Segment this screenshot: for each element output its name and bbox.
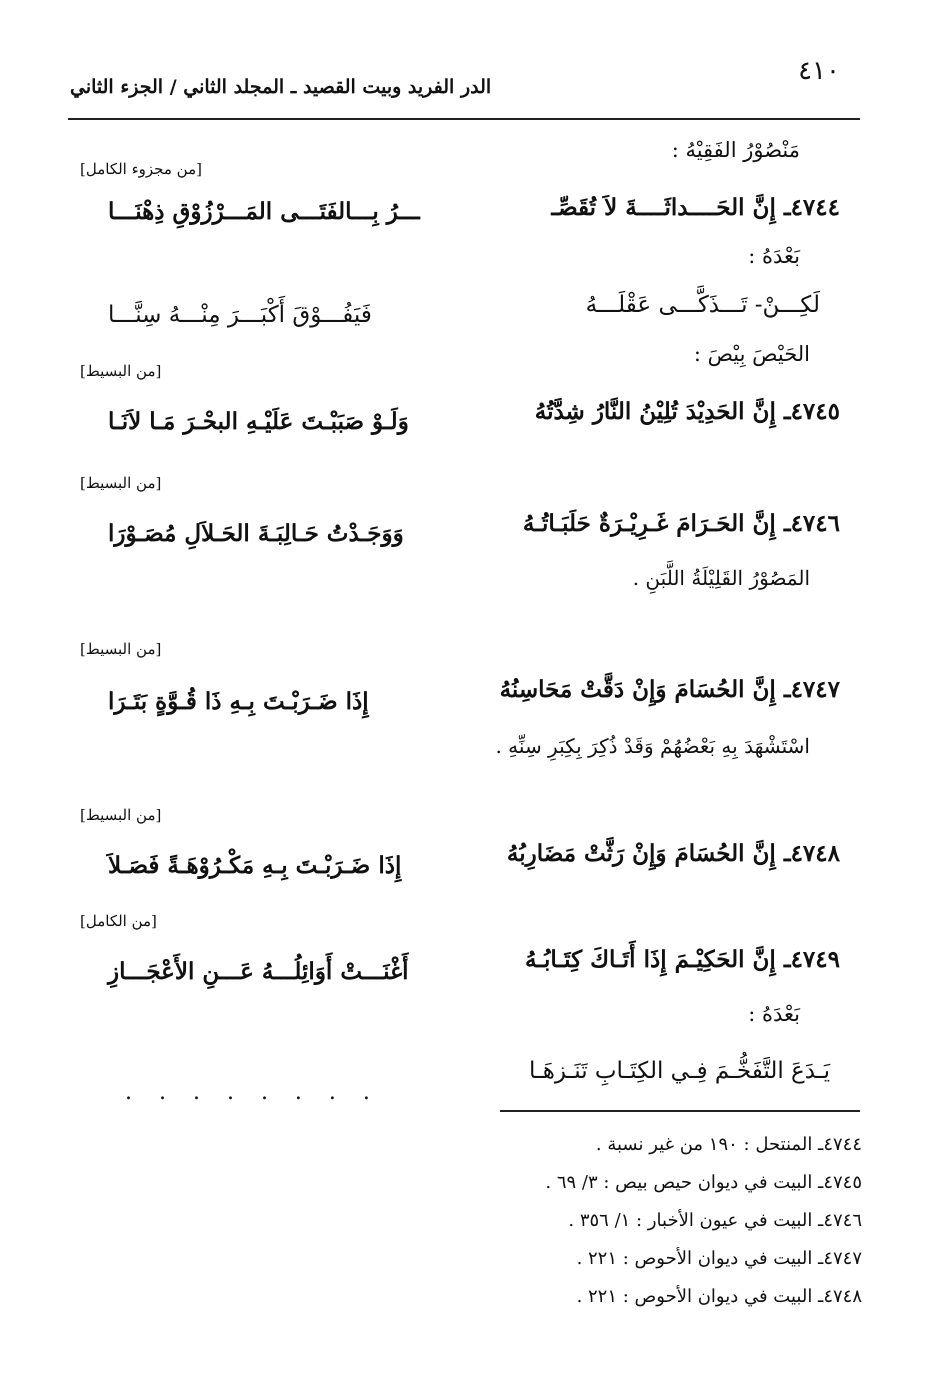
verse-second-hemistich: فَيَفُـــوْقَ أَكْبَـــرَ مِنْـــهُ سِنَّـــا [108, 302, 372, 328]
commentary-note: المَصُوْرُ القَلِيْلَةُ اللَّبَنِ . [632, 566, 810, 590]
header-rule [68, 118, 860, 120]
verse-first-hemistich: ٤٧٤٩ـ إِنَّ الحَكِيْـمَ إِذَا أَتَـاكَ كِتَـابُـهُ [524, 946, 840, 973]
verse-second-hemistich: وَلَـوْ صَبَبْـتَ عَلَيْـهِ البحْـرَ مَـا لاَنَـا [108, 408, 409, 435]
verse-first-hemistich: يَـدَعَ التَّفَخُّـمَ فِـي الكِتَـابِ تَنَـزهَـا [528, 1058, 830, 1084]
meter-label: [من البسيط] [80, 362, 162, 380]
verse-first-hemistich: ٤٧٤٦ـ إِنَّ الحَـرَامَ غَـرِيْـرَةٌ حَلَبَـاتُـهُ [522, 510, 840, 537]
verse-second-hemistich: إِذَا ضَـرَبْـتَ بِـهِ مَكْـرُوْهَـةً فَصَـلاَ [108, 852, 402, 879]
meter-label: [من الكامل] [80, 912, 157, 930]
meter-label: [من مجزوء الكامل] [80, 160, 202, 178]
verse-first-hemistich: ٤٧٤٤ـ إِنَّ الحَــــداثَــــةَ لاَ تُقَصِّـ [551, 194, 840, 221]
verse-first-hemistich: ٤٧٤٥ـ إِنَّ الحَدِيْدَ تُلِيْنُ النَّارُ شِدَّتُهُ [534, 398, 840, 425]
page-number: ٤١٠ [798, 56, 840, 86]
footnote: ٤٧٤٧ـ البيت في ديوان الأحوص : ٢٢١ . [576, 1248, 862, 1269]
verse-first-hemistich: ٤٧٤٨ـ إِنَّ الحُسَامَ وَإِنْ رَثَّتْ مَضَارِبُهُ [506, 840, 840, 867]
verse-first-hemistich: ٤٧٤٧ـ إِنَّ الحُسَامَ وَإِنْ دَقَّتْ مَحَاسِنُهُ [499, 676, 840, 703]
verse-second-hemistich: إِذَا ضَـرَبْـتَ بِـهِ ذَا قُـوَّةٍ بَتَـرَا [108, 688, 369, 715]
verse-second-hemistich: أَغْنَـــتْ أَوَائِلُـــهُ عَـــنِ الأَعْجَـــازِ [108, 958, 409, 985]
meter-label: [من البسيط] [80, 474, 162, 492]
footnote: ٤٧٤٦ـ البيت في عيون الأخبار : ١/ ٣٥٦ . [568, 1210, 862, 1231]
meter-label: [من البسيط] [80, 640, 162, 658]
poet-name: الحَيْصَ بِيْصَ : [693, 342, 810, 366]
running-header: الدر الفريد وبيت القصيد ـ المجلد الثاني / الجزء الثاني [70, 76, 492, 98]
footnote: ٤٧٤٨ـ البيت في ديوان الأحوص : ٢٢١ . [576, 1286, 862, 1307]
commentary-note: اسْتَشْهَدَ بِهِ بَعْضُهُمْ وَقَدْ ذُكِرَ بِكِبَرِ سِنِّهِ . [495, 734, 810, 758]
footnote-rule [500, 1110, 860, 1112]
verse-second-hemistich: ـــرُ بِـــالفَتَـــى المَـــرْزُوْقِ ذِهْنَـــا [108, 198, 420, 225]
verse-second-hemistich: وَوَجَـدْتُ حَـالِبَـةَ الحَـلاَلِ مُصَـوْرَا [108, 520, 404, 547]
poet-name: مَنْصُوْرُ الفَقِيْهُ : [671, 138, 800, 162]
meter-label: [من البسيط] [80, 806, 162, 824]
ellipsis-hemistich: . . . . . . . . [125, 1080, 380, 1105]
footnote: ٤٧٤٥ـ البيت في ديوان حيص بيص : ٣/ ٦٩ . [545, 1172, 862, 1193]
after-label: بَعْدَهُ : [748, 1002, 800, 1026]
footnote: ٤٧٤٤ـ المنتحل : ١٩٠ من غير نسبة . [595, 1134, 862, 1155]
verse-first-hemistich: لَكِـــنْ- تَـــذَكَّـــى عَقْلَـــهُ [585, 292, 820, 318]
after-label: بَعْدَهُ : [748, 244, 800, 268]
